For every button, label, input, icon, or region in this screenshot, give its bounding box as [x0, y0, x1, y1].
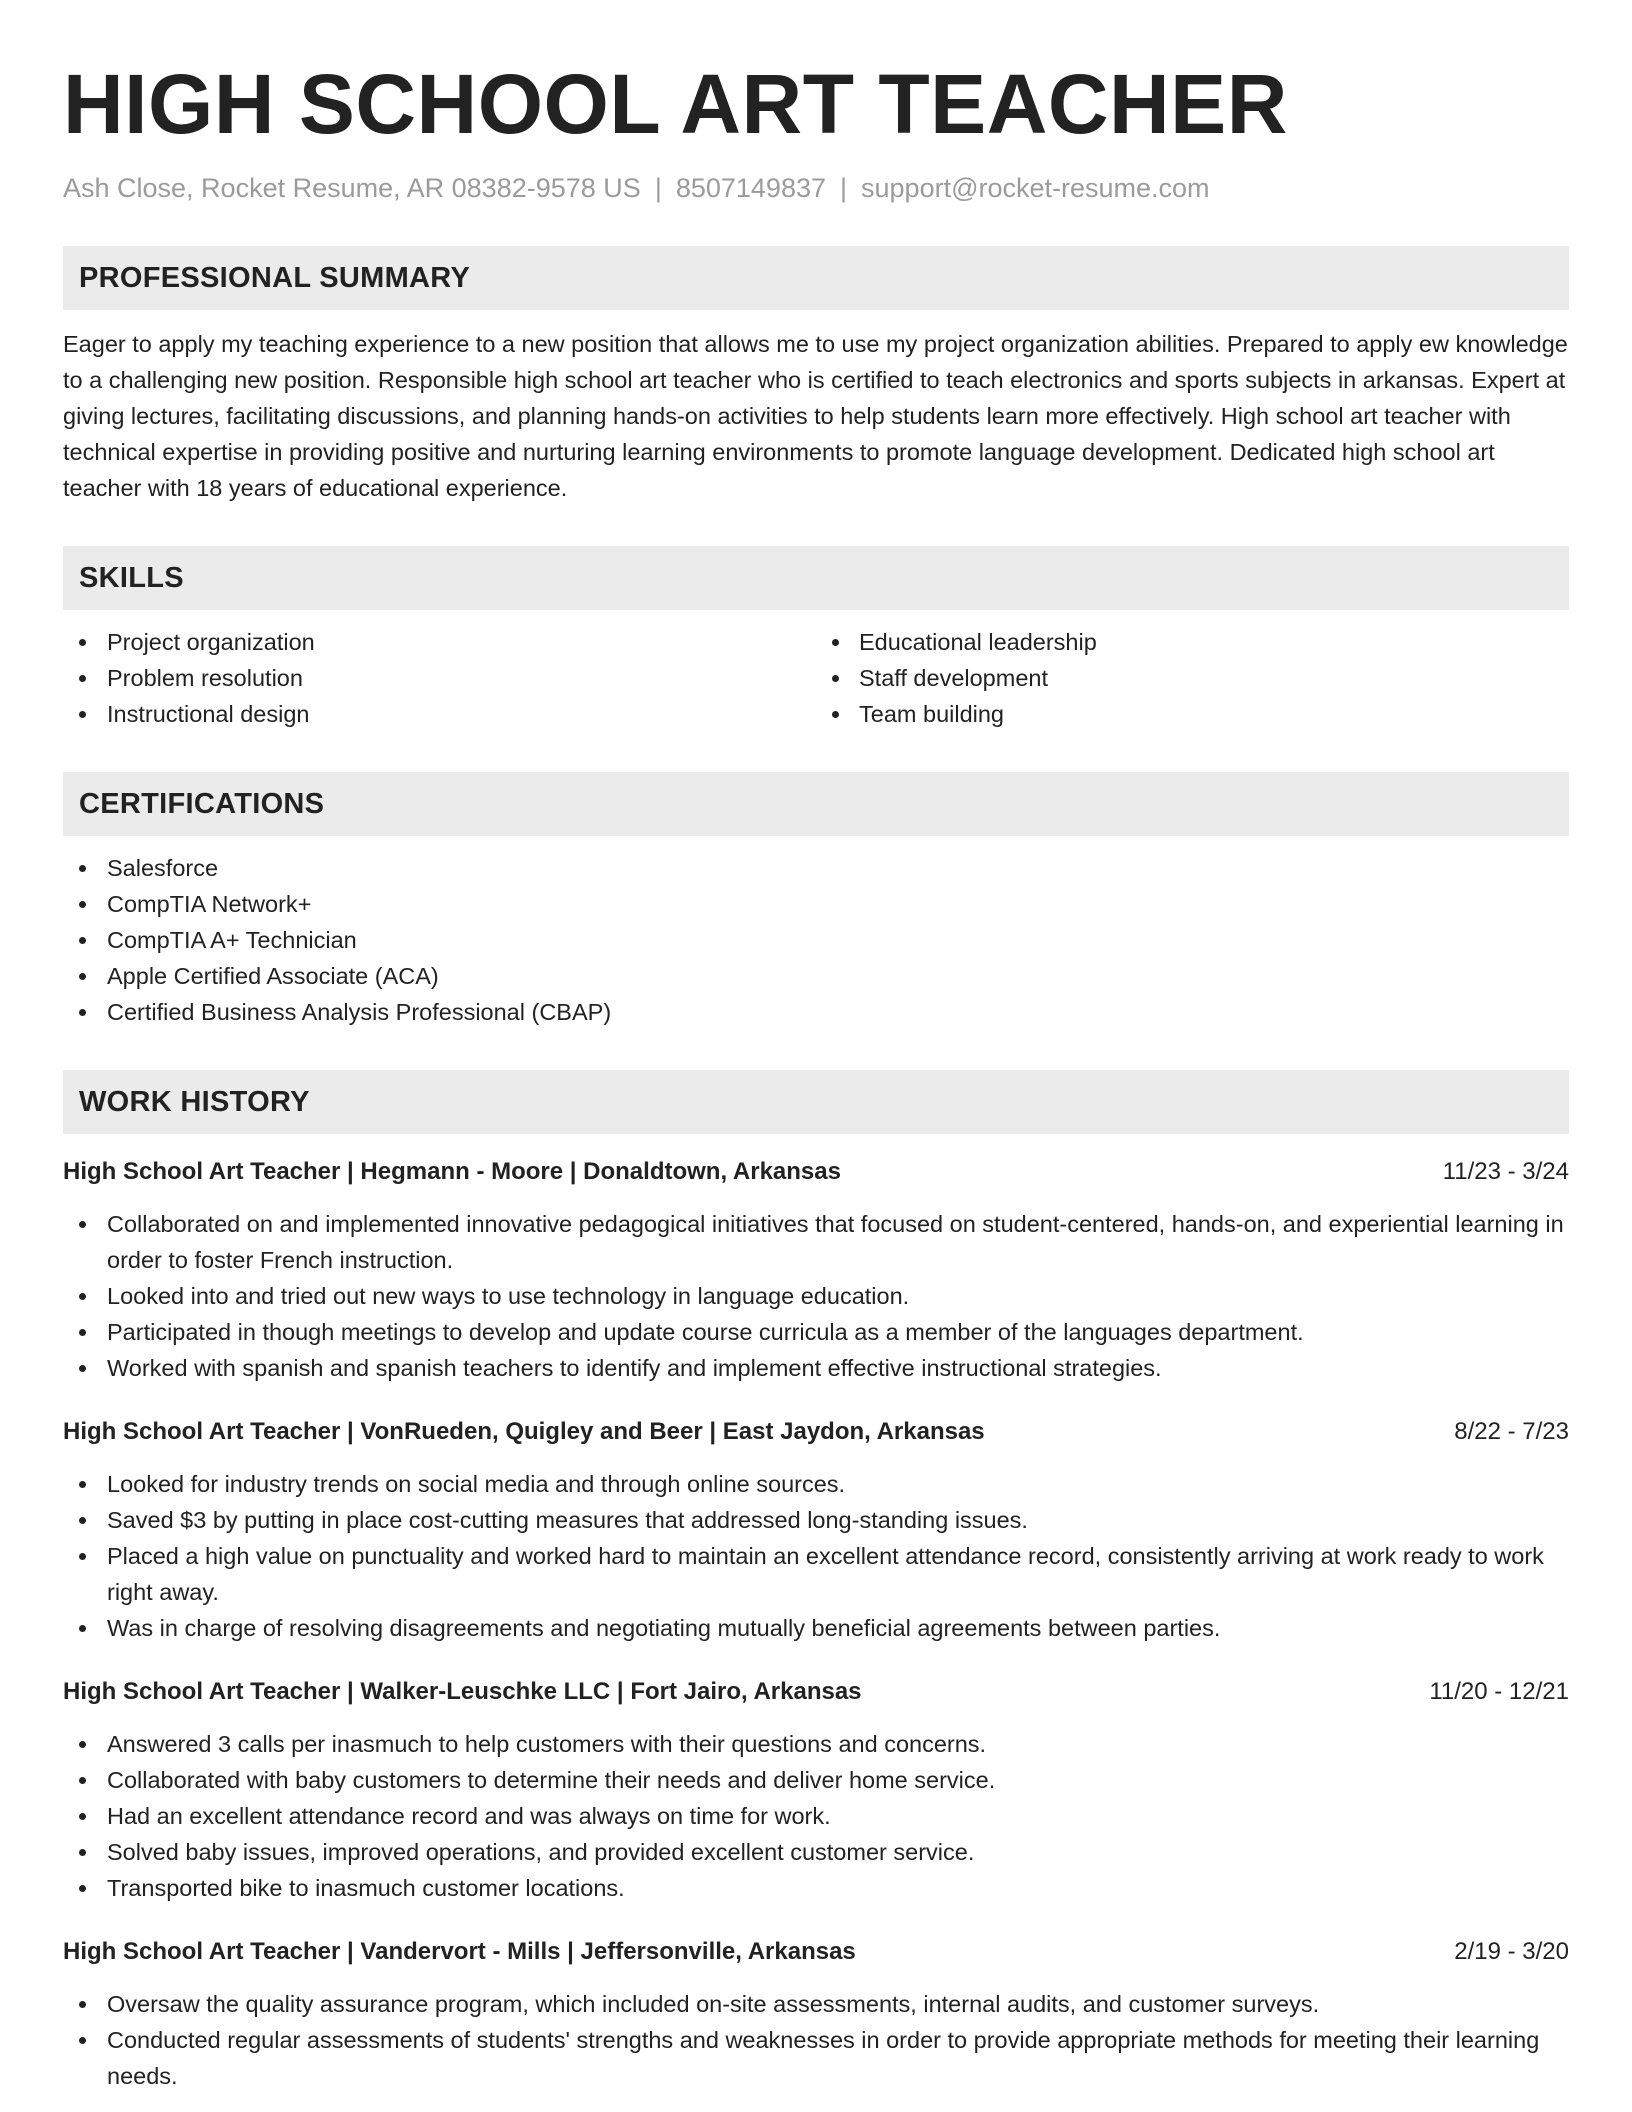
job-bullets	[63, 1206, 1569, 1386]
skill-item: Instructional design	[63, 696, 816, 732]
contact-phone: 8507149837	[675, 173, 826, 203]
skill-item: Educational leadership	[816, 624, 1569, 660]
work-history-heading: WORK HISTORY	[63, 1070, 1569, 1134]
skill-item: Staff development	[816, 660, 1569, 696]
job-bullet: Was in charge of resolving disagreements and negotiating mutually beneficial agreements between parties.	[63, 1610, 1569, 1646]
job-dates: 11/23 - 3/24	[1442, 1158, 1569, 1185]
job-bullet: Transported bike to inasmuch customer locations.	[63, 1870, 1569, 1906]
contact-separator: |	[840, 173, 848, 203]
job-bullet: Saved $3 by putting in place cost-cutting measures that addressed long-standing issues.	[63, 1502, 1569, 1538]
job-title: High School Art Teacher | Hegmann - Moore | Donaldtown, Arkansas	[63, 1158, 841, 1185]
summary-text: Eager to apply my teaching experience to a new position that allows me to use my project organization abilities. Prepared to apply ew knowledge to a challenging new position. Responsible high school art teacher who is certified to teach electronics and sports subjects in arkansas. Expert at giving lectures, facilitating discussions, and planning hands-on activities to help students learn more effectively. High school art teacher with technical expertise in providing positive and nurturing learning environments to promote language development. Dedicated high school art teacher with 18 years of educational experience.	[63, 331, 1568, 501]
job-bullet: Collaborated with baby customers to determine their needs and deliver home service.	[63, 1762, 1569, 1798]
contact-email: support@rocket-resume.com	[861, 173, 1210, 203]
job-bullet: Conducted regular assessments of students' strengths and weaknesses in order to provide appropriate methods for meeting their learning needs.	[63, 2022, 1569, 2094]
resume-title: HIGH SCHOOL ART TEACHER	[63, 57, 1288, 151]
job-entry	[63, 1674, 1569, 1906]
certification-item: Apple Certified Associate (ACA)	[63, 958, 1569, 994]
certification-item: Certified Business Analysis Professional (CBAP)	[63, 994, 1569, 1030]
certification-item: Salesforce	[63, 850, 1569, 886]
job-bullet: Looked for industry trends on social media and through online sources.	[63, 1466, 1569, 1502]
skills-grid	[63, 610, 1569, 732]
job-bullets	[63, 1466, 1569, 1646]
job-bullet: Collaborated on and implemented innovative pedagogical initiatives that focused on student-centered, hands-on, and experiential learning in order to foster French instruction.	[63, 1206, 1569, 1278]
job-bullet: Solved baby issues, improved operations, and provided excellent customer service.	[63, 1834, 1569, 1870]
job-title: High School Art Teacher | VonRueden, Quigley and Beer | East Jaydon, Arkansas	[63, 1418, 985, 1445]
job-title: High School Art Teacher | Vandervort - Mills | Jeffersonville, Arkansas	[63, 1938, 856, 1965]
job-entry	[63, 1934, 1569, 2094]
job-header	[63, 1674, 1569, 1710]
certification-item: CompTIA Network+	[63, 886, 1569, 922]
job-bullet: Placed a high value on punctuality and worked hard to maintain an excellent attendance record, consistently arriving at work ready to work right away.	[63, 1538, 1569, 1610]
job-bullet: Participated in though meetings to develop and update course curricula as a member of the languages department.	[63, 1314, 1569, 1350]
job-bullet: Oversaw the quality assurance program, which included on-site assessments, internal audits, and customer surveys.	[63, 1986, 1569, 2022]
job-header	[63, 1414, 1569, 1450]
skill-item: Team building	[816, 696, 1569, 732]
certifications-heading: CERTIFICATIONS	[63, 772, 1569, 836]
job-entry	[63, 1414, 1569, 1646]
job-bullet: Had an excellent attendance record and was always on time for work.	[63, 1798, 1569, 1834]
skills-heading: SKILLS	[63, 546, 1569, 610]
job-header	[63, 1934, 1569, 1970]
contact-address: Ash Close, Rocket Resume, AR 08382-9578 US	[63, 173, 641, 203]
skill-item: Problem resolution	[63, 660, 816, 696]
summary-heading: PROFESSIONAL SUMMARY	[63, 246, 1569, 310]
skills-list-left	[63, 624, 816, 732]
job-entry	[63, 1154, 1569, 1386]
job-dates: 2/19 - 3/20	[1454, 1938, 1569, 1965]
certifications-list	[63, 850, 1569, 1030]
skills-list-right	[816, 624, 1569, 732]
skill-item: Project organization	[63, 624, 816, 660]
job-bullet: Looked into and tried out new ways to use technology in language education.	[63, 1278, 1569, 1314]
job-bullet: Answered 3 calls per inasmuch to help customers with their questions and concerns.	[63, 1726, 1569, 1762]
contact-line	[63, 170, 1569, 206]
job-bullet: Worked with spanish and spanish teachers to identify and implement effective instructional strategies.	[63, 1350, 1569, 1386]
job-dates: 8/22 - 7/23	[1454, 1418, 1569, 1445]
certification-item: CompTIA A+ Technician	[63, 922, 1569, 958]
job-header	[63, 1154, 1569, 1190]
job-title: High School Art Teacher | Walker-Leuschke LLC | Fort Jairo, Arkansas	[63, 1678, 862, 1705]
job-dates: 11/20 - 12/21	[1429, 1678, 1569, 1705]
job-bullets	[63, 1726, 1569, 1906]
job-bullets	[63, 1986, 1569, 2094]
contact-separator: |	[654, 173, 662, 203]
